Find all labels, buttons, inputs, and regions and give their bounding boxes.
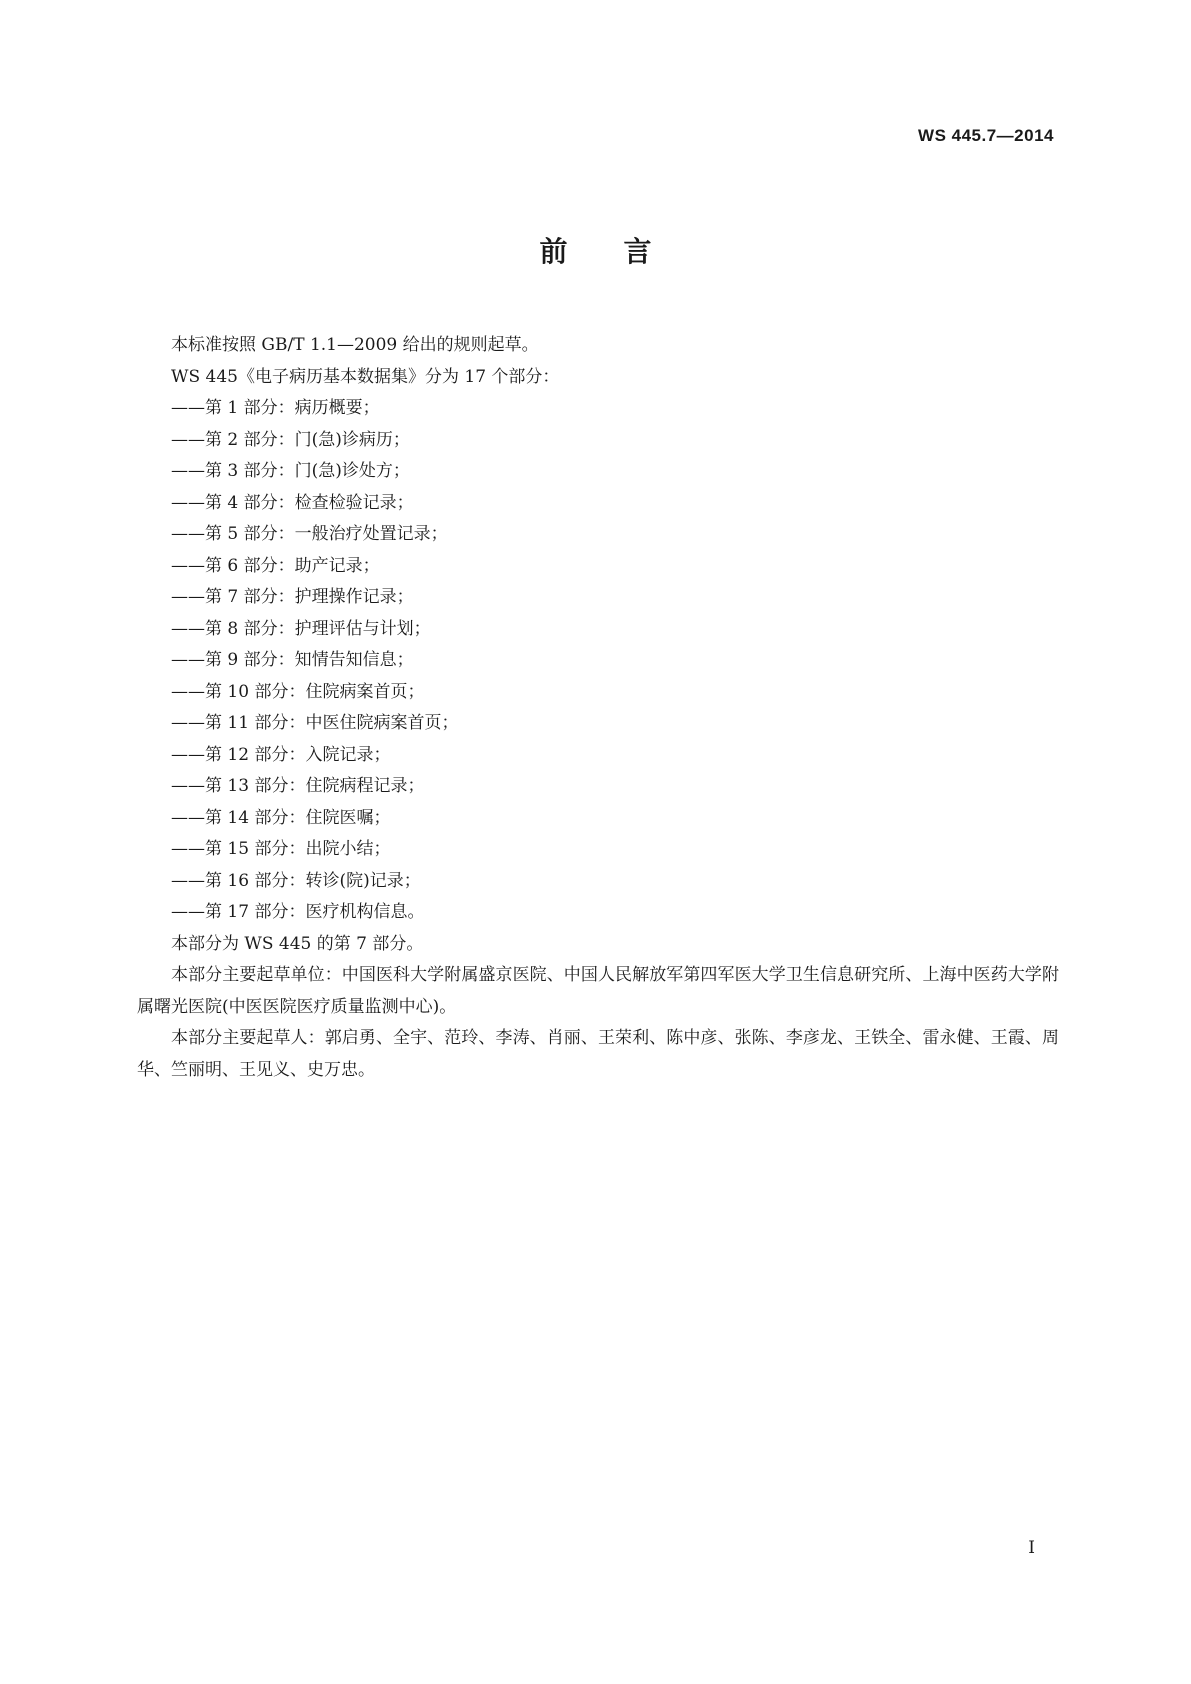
standard-code: WS 445.7—2014 [918, 126, 1054, 145]
part-list-item: ——第 12 部分：入院记录； [171, 744, 391, 765]
page-number: I [1028, 1538, 1035, 1558]
part-list-item: ——第 10 部分：住院病案首页； [171, 681, 425, 702]
part-list-item: ——第 1 部分：病历概要； [171, 398, 380, 418]
intro-paragraph: 本标准按照 GB/T 1.1—2009 给出的规则起草。 [171, 335, 539, 355]
part-list-item: ——第 16 部分：转诊(院)记录； [171, 870, 421, 891]
part-list-item: ——第 5 部分：一般治疗处置记录； [171, 524, 448, 544]
part-list-item: ——第 15 部分：出院小结； [171, 839, 391, 859]
this-part-paragraph: 本部分为 WS 445 的第 7 部分。 [171, 933, 424, 954]
part-list-item: ——第 17 部分：医疗机构信息。 [171, 902, 425, 922]
drafters-paragraph: 本部分主要起草人：郭启勇、全宇、范玲、李涛、肖丽、王荣利、陈中彦、张陈、李彦龙、王铁全、雷永健、王霞、周华、竺丽明、王见义、史万忠。 [137, 1028, 1059, 1080]
part-list-item: ——第 13 部分：住院病程记录； [171, 776, 425, 796]
part-list-item: ——第 14 部分：住院医嘱； [171, 807, 391, 828]
page-title: 前言 [539, 235, 708, 268]
part-list-item: ——第 9 部分：知情告知信息； [171, 650, 414, 670]
part-list-item: ——第 2 部分：门(急)诊病历； [171, 429, 410, 450]
series-paragraph: WS 445《电子病历基本数据集》分为 17 个部分： [171, 366, 560, 387]
part-list-item: ——第 4 部分：检查检验记录； [171, 492, 414, 513]
part-list-item: ——第 6 部分：助产记录； [171, 555, 380, 576]
drafting-units-paragraph: 本部分主要起草单位：中国医科大学附属盛京医院、中国人民解放军第四军医大学卫生信息研究所、上海中医药大学附属曙光医院(中医医院医疗质量监测中心)。 [137, 965, 1059, 1017]
part-list-item: ——第 3 部分：门(急)诊处方； [171, 461, 410, 481]
part-list-item: ——第 8 部分：护理评估与计划； [171, 618, 431, 639]
part-list-item: ——第 7 部分：护理操作记录； [171, 587, 414, 607]
foreword-body [137, 330, 1059, 1086]
part-list-item: ——第 11 部分：中医住院病案首页； [171, 713, 459, 733]
